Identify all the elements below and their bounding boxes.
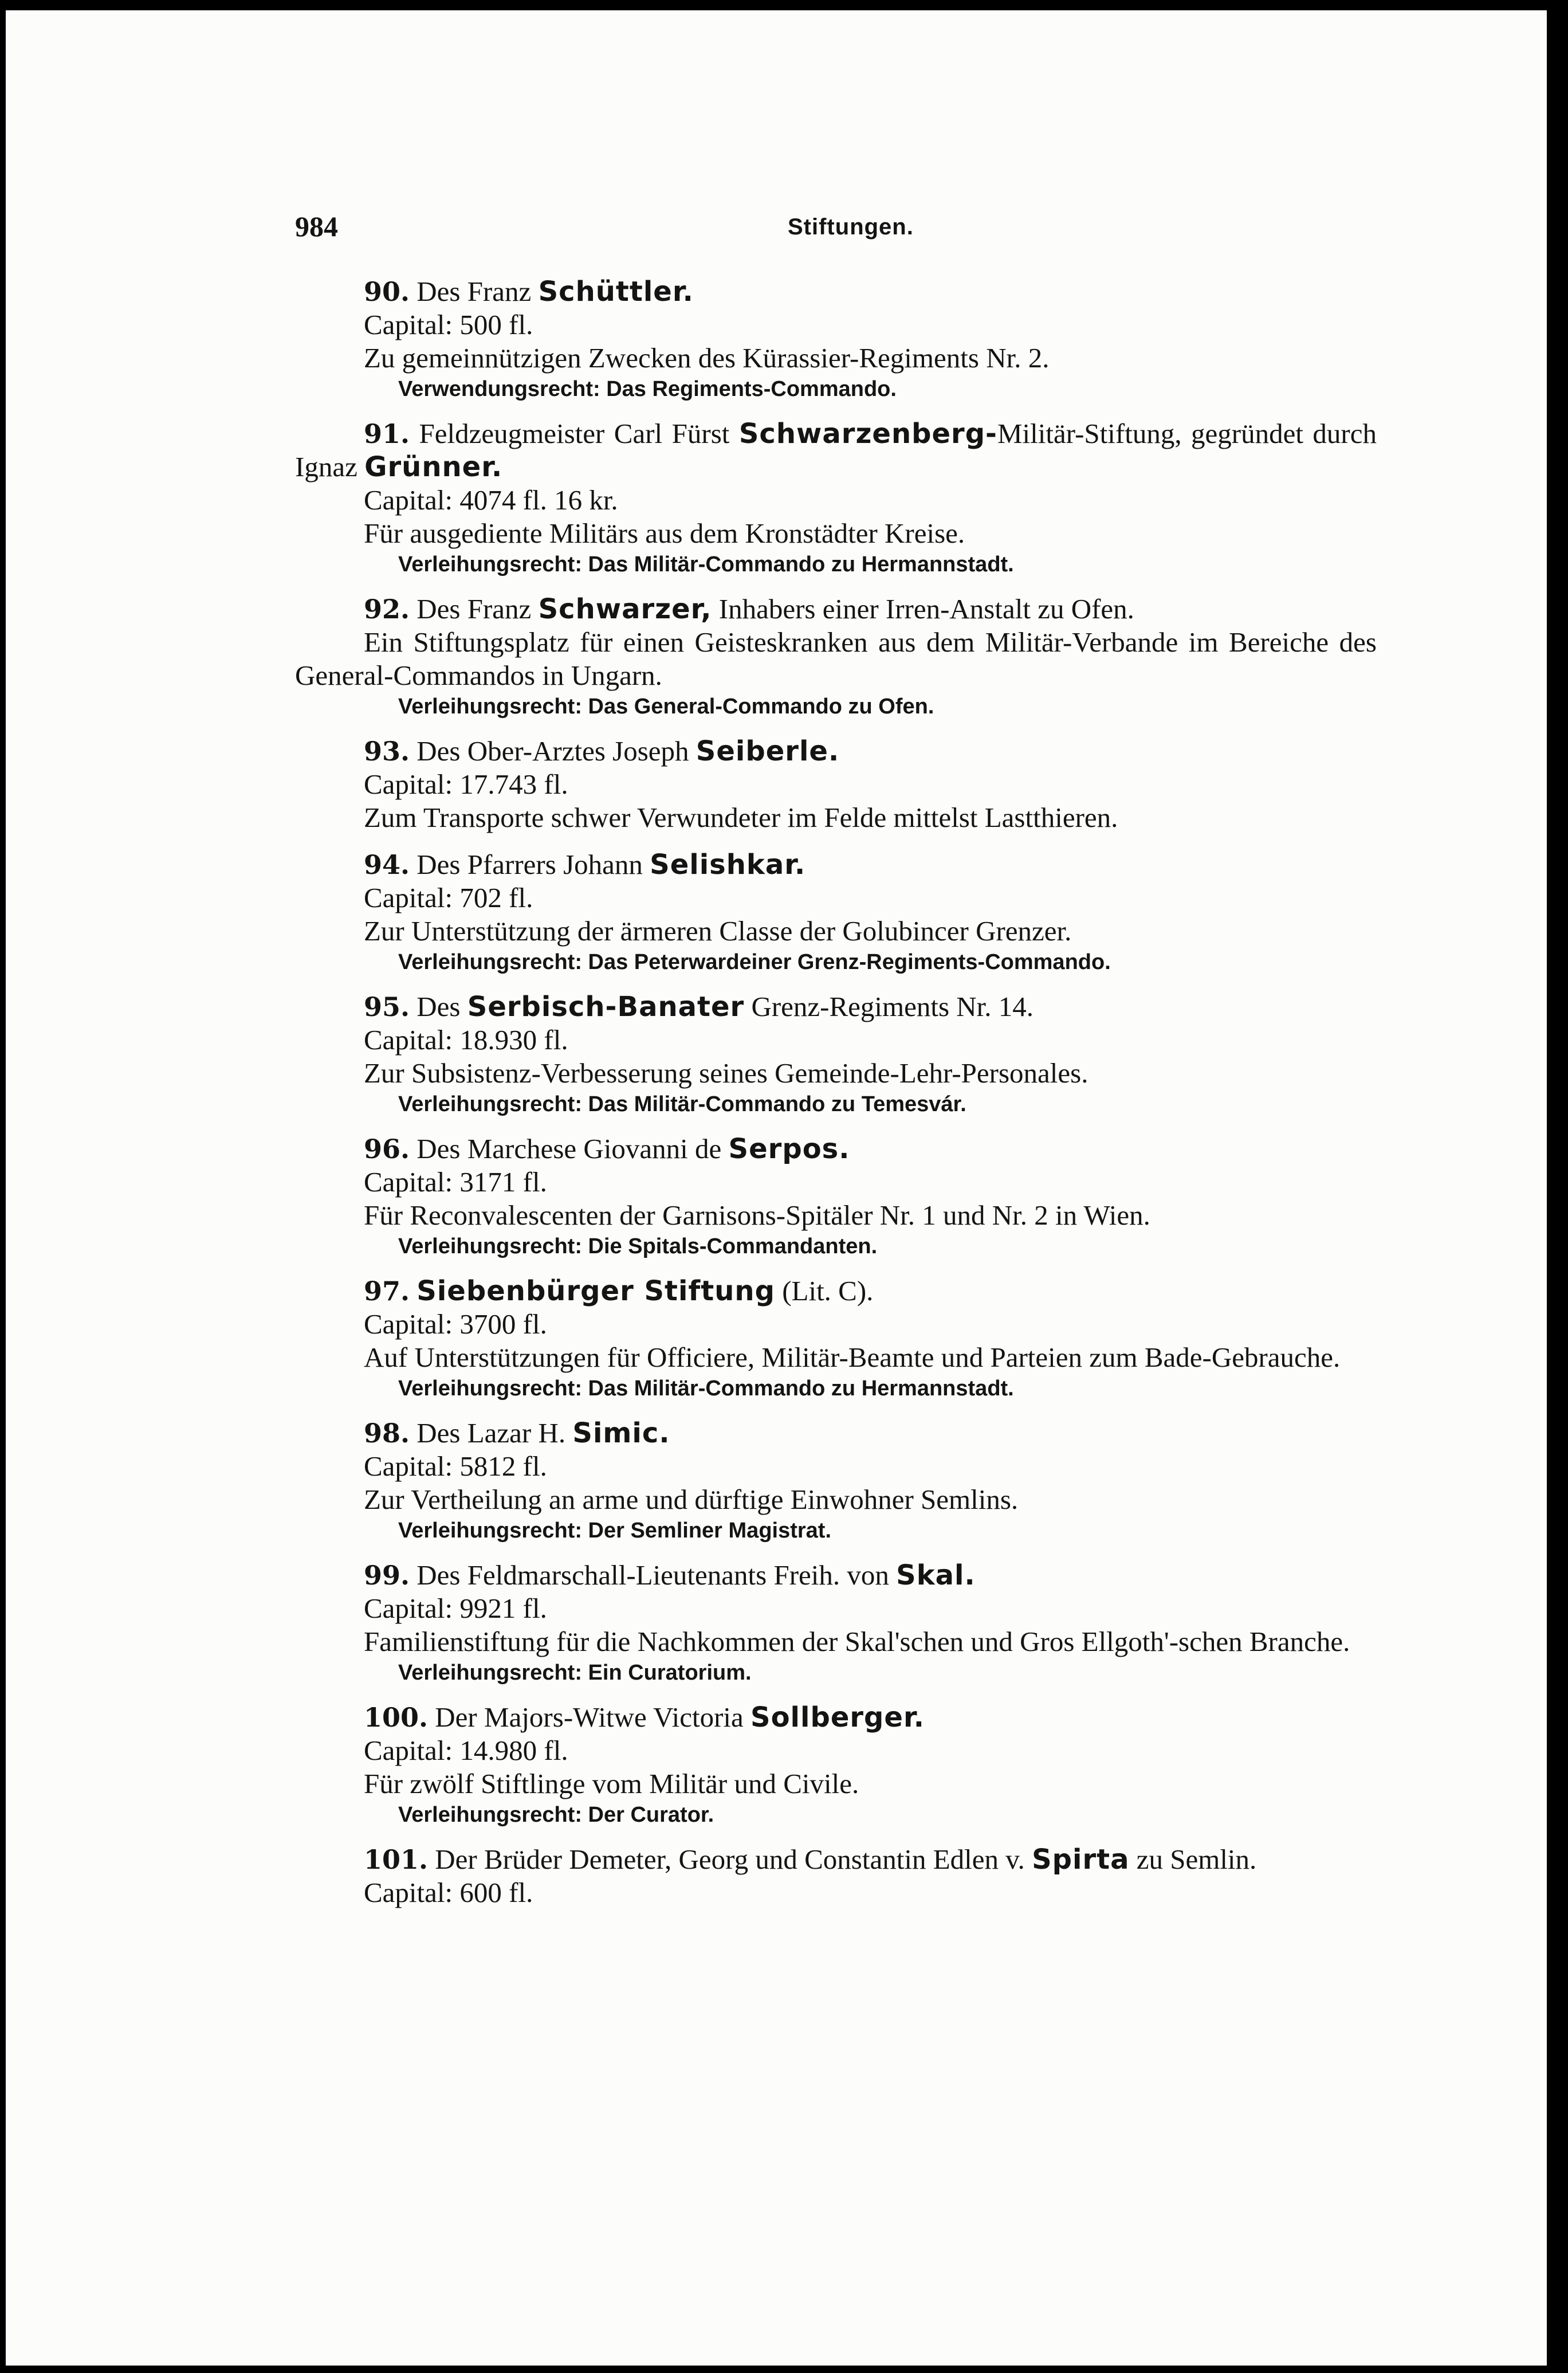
- entry-number: 94.: [364, 849, 410, 880]
- entry-prefix: Der Brüder Demeter, Georg und Constantin Edlen v.: [435, 1844, 1032, 1875]
- entry-number: 92.: [364, 594, 410, 625]
- founder-name: Sollberger.: [750, 1701, 925, 1733]
- entry-91: [295, 417, 1377, 579]
- entry-capital: Capital: 9921 fl.: [364, 1593, 547, 1624]
- entry-number: 95.: [364, 991, 410, 1022]
- entry-number: 96.: [364, 1133, 410, 1164]
- founder-name: Serbisch-Banater: [467, 991, 745, 1023]
- entry-capital: Capital: 4074 fl. 16 kr.: [364, 484, 618, 516]
- founder-name: Schüttler.: [538, 276, 694, 308]
- entry-title: [295, 735, 1377, 768]
- founder-name-2: Grünner.: [364, 451, 503, 483]
- entry-capital: Capital: 600 fl.: [364, 1877, 533, 1908]
- entry-number: 91.: [364, 418, 410, 449]
- scan-edge: [1549, 0, 1568, 2373]
- entry-title: [295, 275, 1377, 308]
- entry-99: [295, 1559, 1377, 1687]
- entry-number: 100.: [364, 1702, 429, 1733]
- entry-suffix: Grenz-Regiments Nr. 14.: [744, 991, 1034, 1022]
- entry-right: Verleihungsrecht: Der Semliner Magistrat.: [398, 1519, 832, 1543]
- entry-description: Zur Vertheilung an arme und dürftige Einwohner Semlins.: [364, 1484, 1019, 1515]
- entry-number: 97.: [364, 1276, 410, 1307]
- founder-name: Spirta: [1032, 1844, 1130, 1876]
- entry-title: [295, 593, 1377, 626]
- entry-capital: Capital: 5812 fl.: [364, 1450, 547, 1482]
- entry-capital: Capital: 3171 fl.: [364, 1166, 547, 1198]
- entry-description: Familienstiftung für die Nachkommen der Skal'schen und Gros Ellgoth'-schen Branche.: [364, 1626, 1350, 1657]
- entry-prefix: Der Majors-Witwe Victoria: [435, 1701, 750, 1733]
- entry-title: [295, 848, 1377, 881]
- entry-title: [295, 1559, 1377, 1592]
- entry-capital: Capital: 702 fl.: [364, 882, 533, 913]
- entry-right: Verleihungsrecht: Die Spitals-Commandanten.: [398, 1234, 878, 1258]
- entry-title: [295, 1274, 1377, 1308]
- entry-right: Verwendungsrecht: Das Regiments-Commando.: [398, 377, 897, 401]
- entry-prefix: Des Franz: [416, 593, 539, 625]
- entry-title: [295, 990, 1377, 1023]
- entry-description: Für ausgediente Militärs aus dem Kronstädter Kreise.: [364, 517, 965, 549]
- entry-description: Auf Unterstützungen für Officiere, Militär-Beamte und Parteien zum Bade-Gebrauche.: [364, 1342, 1341, 1373]
- entry-capital: Capital: 500 fl.: [364, 309, 533, 340]
- page-number: 984: [295, 210, 338, 242]
- entry-93: [295, 735, 1377, 834]
- entry-right: Verleihungsrecht: Das General-Commando zu Ofen.: [398, 695, 934, 719]
- entry-description: Zum Transporte schwer Verwundeter im Felde mittelst Lastthieren.: [364, 802, 1118, 833]
- entry-right: Verleihungsrecht: Ein Curatorium.: [398, 1661, 752, 1685]
- entry-capital: Capital: 18.930 fl.: [364, 1024, 568, 1056]
- entry-prefix: Des: [416, 991, 467, 1022]
- entry-description: Ein Stiftungsplatz für einen Geisteskranken aus dem Militär-Verbande im Bereiche des General-Commandos in Ungarn.: [295, 626, 1377, 691]
- entry-description: Zur Subsistenz-Verbesserung seines Gemeinde-Lehr-Personales.: [364, 1057, 1088, 1089]
- entry-right: Verleihungsrecht: Das Militär-Commando zu Hermannstadt.: [398, 552, 1014, 576]
- entry-95: [295, 990, 1377, 1119]
- entry-prefix: Des Lazar H.: [416, 1417, 573, 1449]
- entry-prefix: Feldzeugmeister Carl Fürst: [419, 418, 739, 449]
- entry-number: 90.: [364, 276, 410, 307]
- entry-suffix: zu Semlin.: [1129, 1844, 1257, 1875]
- founder-name: Seiberle.: [695, 735, 840, 767]
- entry-title: [295, 1132, 1377, 1166]
- entry-prefix: Des Pfarrers Johann: [416, 849, 650, 880]
- entry-prefix: Des Ober-Arztes Joseph: [416, 735, 696, 767]
- entry-96: [295, 1132, 1377, 1261]
- entry-number: 99.: [364, 1560, 410, 1591]
- entry-right: Verleihungsrecht: Der Curator.: [398, 1803, 714, 1827]
- entry-suffix: Militär-Stiftung, gegründet durch Ignaz: [295, 418, 1377, 483]
- entry-suffix: Inhabers einer Irren-Anstalt zu Ofen.: [712, 593, 1134, 625]
- founder-name: Siebenbürger Stiftung: [416, 1275, 775, 1307]
- book-page: [6, 10, 1547, 2366]
- entry-suffix: (Lit. C).: [775, 1275, 874, 1307]
- entry-prefix: Des Franz: [416, 276, 539, 307]
- entry-prefix: Des Marchese Giovanni de: [416, 1133, 729, 1164]
- entry-description: Für Reconvalescenten der Garnisons-Spitäler Nr. 1 und Nr. 2 in Wien.: [364, 1199, 1150, 1231]
- entry-description: Zu gemeinnützigen Zwecken des Kürassier-Regiments Nr. 2.: [364, 342, 1050, 374]
- entry-97: [295, 1274, 1377, 1403]
- entry-101: [295, 1843, 1377, 1909]
- entry-number: 93.: [364, 736, 410, 767]
- entry-100: [295, 1701, 1377, 1829]
- founder-name: Schwarzer,: [538, 593, 712, 625]
- running-head: Stiftungen.: [788, 214, 914, 240]
- founder-name: Simic.: [572, 1417, 670, 1449]
- entry-capital: Capital: 3700 fl.: [364, 1308, 547, 1340]
- entry-description: Zur Unterstützung der ärmeren Classe der Golubincer Grenzer.: [364, 915, 1072, 947]
- entry-title: [295, 1701, 1377, 1734]
- entry-title: [295, 1417, 1377, 1450]
- founder-name: Skal.: [896, 1559, 976, 1591]
- founder-name: Serpos.: [728, 1133, 850, 1165]
- founder-name: Schwarzenberg-: [738, 418, 997, 450]
- entry-title: [295, 417, 1377, 484]
- entry-title: [295, 1843, 1377, 1876]
- entry-98: [295, 1417, 1377, 1545]
- entry-list: [295, 275, 1377, 1923]
- entry-number: 101.: [364, 1844, 429, 1875]
- entry-capital: Capital: 17.743 fl.: [364, 768, 568, 800]
- entry-prefix: Des Feldmarschall-Lieutenants Freih. von: [416, 1559, 897, 1591]
- entry-90: [295, 275, 1377, 403]
- entry-description: Für zwölf Stiftlinge vom Militär und Civile.: [364, 1768, 859, 1799]
- entry-94: [295, 848, 1377, 976]
- entry-right: Verleihungsrecht: Das Militär-Commando zu Hermannstadt.: [398, 1376, 1014, 1401]
- entry-right: Verleihungsrecht: Das Militär-Commando zu Temesvár.: [398, 1092, 966, 1116]
- founder-name: Selishkar.: [650, 849, 806, 881]
- entry-right: Verleihungsrecht: Das Peterwardeiner Grenz-Regiments-Commando.: [398, 950, 1111, 974]
- entry-number: 98.: [364, 1418, 410, 1449]
- page-header: [295, 210, 1377, 250]
- entry-capital: Capital: 14.980 fl.: [364, 1735, 568, 1766]
- entry-92: [295, 593, 1377, 721]
